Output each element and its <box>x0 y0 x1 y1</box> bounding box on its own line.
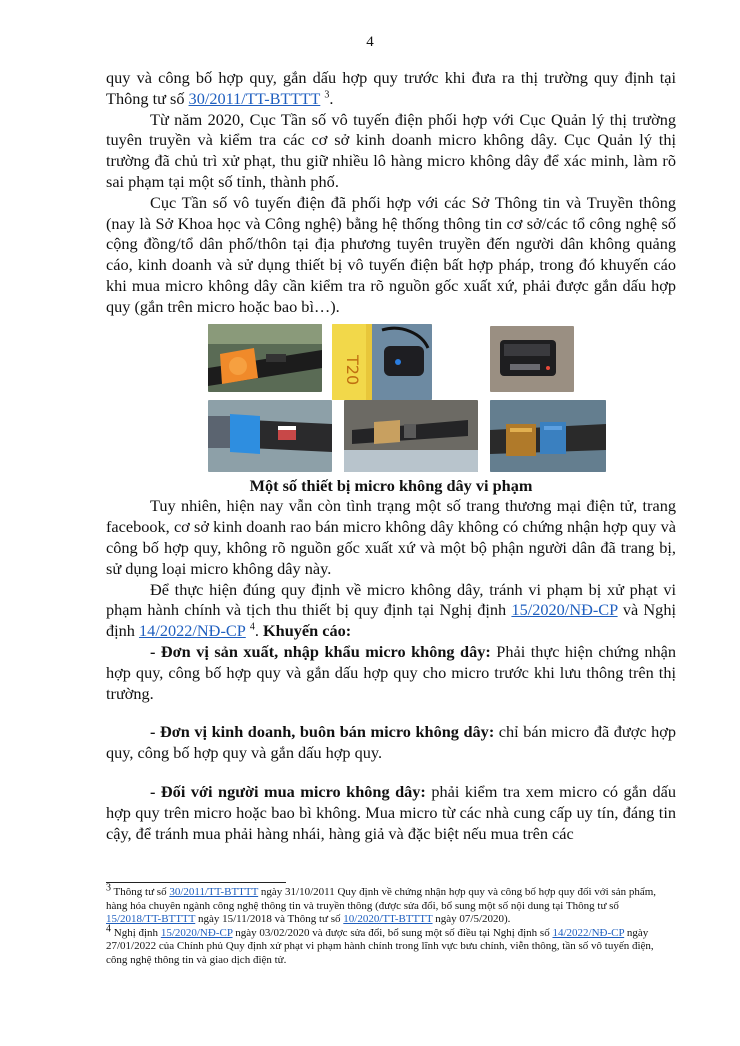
footnote-link-14-2022[interactable]: 14/2022/NĐ-CP <box>552 926 625 939</box>
footnote-3: $^3$ Thông tư số 30/2011/TT-BTTTT ngày 31/10/2011 Quy định về chứng nhận hợp quy và công bố hợp quy đối với sản phẩm, hàng hóa chuyên ngành công nghệ thông tin và truyền thông (được sửa đổi, bổ sung một số nội dung tại Thông tư số 15/2018/TT-BTTTT ngày 15/11/2018 và Thông tư số 10/2020/TT-BTTTT ngày 07/5/2020). <box>106 882 657 926</box>
paragraph-3: Cục Tần số vô tuyến điện đã phối hợp với các Sở Thông tin và Truyền thông (nay là Sở Khoa học và Công nghệ) bằng hệ thống thông tin cơ sở/các tổ công nghệ số cộng đồng/tổ dân phố/thôn tại địa phương tuyên truyền đến người dân không quảng cáo, kinh doanh và sử dụng thiết bị vô tuyến điện bất hợp pháp, trong đó khuyến cáo khi mua micro không dây cần kiểm tra rõ nguồn gốc xuất xứ, phải được gắn dấu hợp quy (gắn trên micro hoặc bao bì…). <box>106 192 676 316</box>
footnote-4: $^4$ Nghị định 15/2020/NĐ-CP ngày 03/02/2020 và được sửa đổi, bổ sung một số điều tại Nghị định số 14/2022/NĐ-CP ngày 27/01/2022 của Chính phủ Quy định xử phạt vi phạm hành chính trong lĩnh vực bưu chính, viễn thông, tần số vô tuyến điện, công nghệ thông tin và giao dịch điện tử. <box>106 923 654 966</box>
paragraph-1: quy và công bố hợp quy, gắn dấu hợp quy trước khi đưa ra thị trường quy định tại Thông tư số 30/2011/TT-BTTTT $^3$. <box>106 68 676 108</box>
paragraph-7: - Đơn vị kinh doanh, buôn bán micro không dây: chỉ bán micro đã được hợp quy, công bố hợp quy và gắn dấu hợp quy. <box>106 722 676 763</box>
footnote-link-30-2011[interactable]: 30/2011/TT-BTTTT <box>169 886 259 898</box>
microphone-photo-2 <box>332 324 432 400</box>
footnote-separator <box>106 882 286 883</box>
box-label: T20 <box>343 354 362 385</box>
paragraph-2: Từ năm 2020, Cục Tần số vô tuyến điện phối hợp với Cục Quản lý thị trường tuyên truyền và kiểm tra các cơ sở kinh doanh micro không dây. Cục Quản lý thị trường đã chủ trì xử phạt, thu giữ nhiều lô hàng micro không dây để xác minh, làm rõ sai phạm tại một số tỉnh, thành phố. <box>106 109 676 191</box>
footnote-ref-4[interactable]: 4 <box>249 621 255 633</box>
paragraph-5: Để thực hiện đúng quy định về micro không dây, tránh vi phạm bị xử phạt vi phạm hành chính và tịch thu thiết bị quy định tại Nghị định 15/2020/NĐ-CP và Nghị định 14/2022/NĐ-CP $^4$. Khuyến cáo: <box>106 579 676 641</box>
footnote-link-15-2018[interactable]: 15/2018/TT-BTTTT <box>106 913 196 926</box>
figure-caption: Một số thiết bị micro không dây vi phạm <box>249 475 533 495</box>
paragraph-4: Tuy nhiên, hiện nay vẫn còn tình trạng một số trang thương mại điện tử, trang facebook, cơ sở kinh doanh rao bán micro không dây không có chứng nhận hợp quy và công bố hợp quy, không rõ nguồn gốc xuất xứ và một bộ phận người dân đã trang bị, sử dụng loại micro không dây này. <box>106 496 676 578</box>
photo-grid <box>106 324 676 472</box>
microphone-photo-6 <box>490 400 606 472</box>
page-number: 4 <box>366 34 374 50</box>
paragraph-6: - Đơn vị sản xuất, nhập khẩu micro không dây: Phải thực hiện chứng nhận hợp quy, công bố hợp quy và gắn dấu hợp quy cho micro trước khi lưu thông trên thị trường. <box>106 641 677 703</box>
document-body <box>106 68 676 844</box>
footnote-link-10-2020[interactable]: 10/2020/TT-BTTTT <box>343 913 433 926</box>
link-14-2022-nd-cp[interactable]: 14/2022/NĐ-CP <box>139 621 246 641</box>
footnotes <box>106 882 676 968</box>
footnote-ref-3[interactable]: 3 <box>324 89 330 101</box>
microphone-photo-3 <box>490 326 574 392</box>
footnote-link-15-2020[interactable]: 15/2020/NĐ-CP <box>160 926 233 939</box>
link-15-2020-nd-cp[interactable]: 15/2020/NĐ-CP <box>511 600 618 620</box>
microphone-photo-1 <box>208 324 322 392</box>
microphone-photo-5 <box>344 400 478 472</box>
paragraph-8: - Đối với người mua micro không dây: phải kiểm tra xem micro có gắn dấu hợp quy trên micro hoặc bao bì không. Mua micro từ các nhà cung cấp uy tín, đáng tin cậy, để tránh mua phải hàng nhái, hàng giả và đặc biệt nếu mua trên các <box>106 781 676 843</box>
microphone-photo-4 <box>208 400 332 472</box>
link-30-2011-tt-btttt[interactable]: 30/2011/TT-BTTTT <box>188 88 321 108</box>
